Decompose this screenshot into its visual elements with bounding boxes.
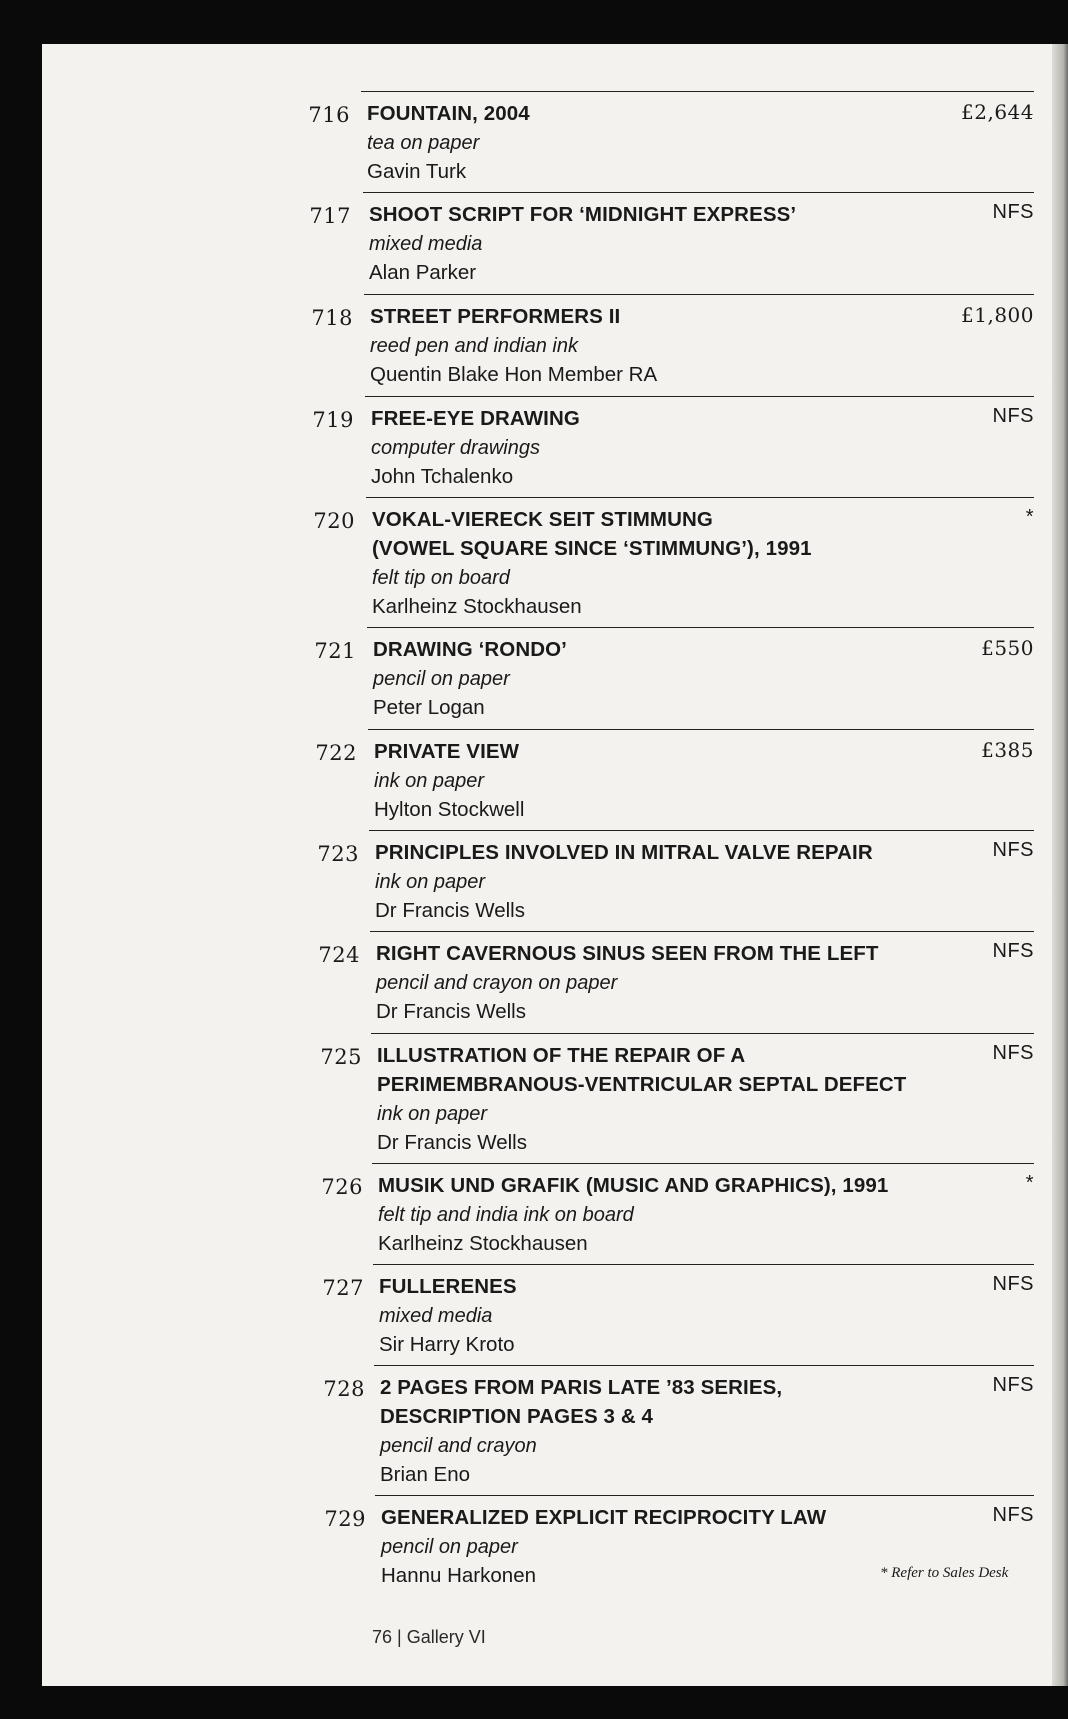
entry-title: PRIVATE VIEW xyxy=(374,740,520,763)
entry-number: 716 xyxy=(308,103,350,127)
entry-number: 723 xyxy=(317,842,359,866)
entry-title: PRINCIPLES INVOLVED IN MITRAL VALVE REPAIR xyxy=(375,841,873,864)
entry-title: VOKAL-VIERECK SEIT STIMMUNG xyxy=(372,508,713,531)
entry-medium: mixed media xyxy=(379,1305,493,1327)
entry-artist: Sir Harry Kroto xyxy=(379,1333,515,1356)
entry-price: NFS xyxy=(992,1042,1034,1064)
entry-title: FULLERENES xyxy=(379,1275,517,1298)
entry-title: MUSIK UND GRAFIK (MUSIC AND GRAPHICS), 1991 xyxy=(378,1174,889,1197)
entry-price: £2,644 xyxy=(961,100,1034,124)
entry-number: 717 xyxy=(309,204,351,228)
entry-medium: pencil and crayon xyxy=(380,1435,537,1457)
entry-title: 2 PAGES FROM PARIS LATE ’83 SERIES, xyxy=(380,1376,783,1399)
entry-artist: Dr Francis Wells xyxy=(377,1131,527,1154)
entry-price: NFS xyxy=(992,839,1034,861)
entry-price: £550 xyxy=(981,636,1034,660)
entry-number: 718 xyxy=(311,306,353,330)
book-spine-edge xyxy=(1052,44,1068,1686)
entry-artist: Karlheinz Stockhausen xyxy=(372,595,582,618)
entry-artist: Dr Francis Wells xyxy=(375,899,525,922)
entry-divider xyxy=(364,294,1034,295)
entry-artist: Peter Logan xyxy=(373,696,485,719)
entry-divider xyxy=(370,931,1034,932)
entry-artist: Hannu Harkonen xyxy=(381,1564,536,1587)
entry-artist: Brian Eno xyxy=(380,1463,471,1486)
entry-medium: mixed media xyxy=(369,233,483,255)
entry-price: NFS xyxy=(992,201,1034,223)
entry-title: STREET PERFORMERS II xyxy=(370,305,621,328)
entry-artist: Quentin Blake Hon Member RA xyxy=(370,363,658,386)
entry-price: NFS xyxy=(992,940,1034,962)
entry-divider xyxy=(369,830,1034,831)
entry-medium: pencil on paper xyxy=(373,668,510,690)
entry-number: 725 xyxy=(320,1045,362,1069)
sales-desk-footnote: * Refer to Sales Desk xyxy=(880,1565,1009,1581)
entry-artist: Karlheinz Stockhausen xyxy=(378,1232,588,1255)
entry-medium: ink on paper xyxy=(377,1103,488,1125)
entry-price: NFS xyxy=(992,1374,1034,1396)
entry-divider xyxy=(375,1495,1034,1496)
entry-title: RIGHT CAVERNOUS SINUS SEEN FROM THE LEFT xyxy=(376,942,879,965)
entry-divider xyxy=(363,192,1034,193)
entry-price: NFS xyxy=(992,405,1034,427)
entry-number: 721 xyxy=(314,639,356,663)
entry-title: ILLUSTRATION OF THE REPAIR OF A xyxy=(377,1044,746,1067)
entry-medium: ink on paper xyxy=(374,770,485,792)
entry-title: GENERALIZED EXPLICIT RECIPROCITY LAW xyxy=(381,1506,827,1529)
entry-number: 719 xyxy=(312,408,354,432)
entry-title: (VOWEL SQUARE SINCE ‘STIMMUNG’), 1991 xyxy=(372,537,812,560)
entry-title: PERIMEMBRANOUS-VENTRICULAR SEPTAL DEFECT xyxy=(377,1073,907,1096)
entry-medium: pencil and crayon on paper xyxy=(376,972,618,994)
entry-medium: computer drawings xyxy=(371,437,540,459)
entry-divider xyxy=(372,1163,1034,1164)
entry-divider xyxy=(371,1033,1034,1034)
entry-number: 727 xyxy=(322,1276,364,1300)
entry-number: 728 xyxy=(323,1377,365,1401)
entry-price: NFS xyxy=(992,1273,1034,1295)
entry-title: DRAWING ‘RONDO’ xyxy=(373,638,567,661)
entry-divider xyxy=(366,497,1034,498)
entry-price: £385 xyxy=(981,738,1034,762)
entry-number: 722 xyxy=(315,741,357,765)
page-footer: 76 | Gallery VI xyxy=(372,1627,486,1647)
entry-artist: Alan Parker xyxy=(369,261,477,284)
entry-medium: pencil on paper xyxy=(381,1536,518,1558)
entry-artist: Hylton Stockwell xyxy=(374,798,525,821)
entry-medium: felt tip and india ink on board xyxy=(378,1204,634,1226)
entry-medium: ink on paper xyxy=(375,871,486,893)
entry-price: £1,800 xyxy=(961,303,1034,327)
entry-artist: Dr Francis Wells xyxy=(376,1000,526,1023)
entry-title: DESCRIPTION PAGES 3 & 4 xyxy=(380,1405,654,1428)
entry-price: * xyxy=(1025,1172,1034,1194)
entry-divider xyxy=(361,91,1034,92)
entry-medium: felt tip on board xyxy=(372,567,510,589)
entry-price: NFS xyxy=(992,1504,1034,1526)
entry-number: 724 xyxy=(318,943,360,967)
entry-price: * xyxy=(1025,506,1034,528)
entry-number: 729 xyxy=(324,1507,366,1531)
entry-title: FREE-EYE DRAWING xyxy=(371,407,580,430)
entry-medium: reed pen and indian ink xyxy=(370,335,578,357)
entry-divider xyxy=(367,627,1034,628)
entry-number: 726 xyxy=(321,1175,363,1199)
entry-divider xyxy=(373,1264,1034,1265)
entry-title: SHOOT SCRIPT FOR ‘MIDNIGHT EXPRESS’ xyxy=(369,203,797,226)
entry-medium: tea on paper xyxy=(367,132,480,154)
entry-number: 720 xyxy=(313,509,355,533)
entry-divider xyxy=(368,729,1034,730)
entry-divider xyxy=(374,1365,1034,1366)
entry-title: FOUNTAIN, 2004 xyxy=(367,102,530,125)
entry-divider xyxy=(365,396,1034,397)
entry-artist: John Tchalenko xyxy=(371,465,514,488)
entry-artist: Gavin Turk xyxy=(367,160,467,183)
